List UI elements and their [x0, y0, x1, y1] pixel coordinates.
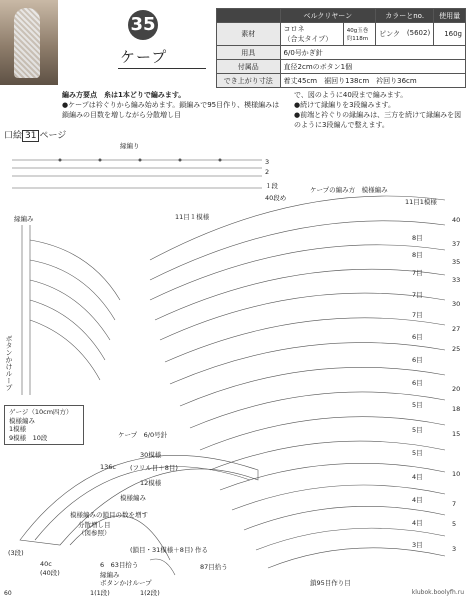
stitch-dot — [59, 159, 62, 162]
gauge-box — [4, 405, 84, 445]
color-number: (5602) — [406, 29, 431, 37]
row-arc — [150, 245, 445, 300]
row-number: 7 — [452, 500, 457, 508]
marker: 11目1模様 — [405, 198, 437, 206]
row-arc — [165, 318, 445, 362]
row-number: 40 — [452, 216, 461, 224]
row-number: 35 — [452, 258, 461, 266]
diagram-inner: 136c — [100, 463, 116, 471]
gauge-line: 9模様 10段 — [9, 433, 48, 442]
marker: 5目 — [412, 426, 423, 434]
label-rows-3: 3 — [265, 158, 270, 166]
row-arc — [210, 441, 445, 470]
diagram-c63: 6 63目拾う — [100, 561, 139, 569]
marker: 4目 — [412, 473, 423, 481]
instruction-line: ●前端と衿ぐりの縁編みは、三方を続けて縁編みを図のように3段編んで整えます。 — [294, 111, 462, 129]
row-number: 27 — [452, 325, 461, 333]
diagram-inc: (鎖目・31模様＋8目) 作る — [130, 546, 209, 554]
row-number: 15 — [452, 430, 461, 438]
diagram-title: ケープ 6/0号針 — [118, 431, 168, 439]
row-number: 33 — [452, 276, 461, 284]
yarn-amount: 160g — [434, 23, 466, 46]
label-cape-knit: ケープの編み方 模様編み — [310, 186, 388, 194]
row-number: 10 — [452, 470, 461, 478]
ref-prefix: 口絵 — [4, 131, 23, 141]
page-number: 60 — [4, 590, 12, 597]
pattern-title: ケープ — [120, 48, 168, 66]
edge-arc — [30, 240, 120, 300]
marker: 6目 — [412, 333, 423, 341]
diagram-note2: 分散増し目 — [78, 521, 111, 529]
row-arc — [150, 196, 445, 260]
marker: 7目 — [412, 269, 423, 277]
instruction-line: で、図のように40段まで編みます。 — [294, 91, 408, 99]
stitch-dot — [219, 159, 222, 162]
row-arc — [200, 417, 445, 450]
label-fuchi-2: 縁編み — [14, 215, 34, 223]
diagram-rows3: (3段) — [8, 549, 24, 557]
yarn-name: コロネ — [283, 25, 305, 33]
label-chain-start: 鎖95目作り目 — [310, 579, 351, 587]
row-arc — [150, 221, 445, 280]
diagram-loop: ボタンかけループ — [100, 579, 152, 587]
marker: 6目 — [412, 379, 423, 387]
stitch-dot — [179, 159, 182, 162]
marker: 7目 — [412, 311, 423, 319]
color-name: ピンク — [379, 30, 401, 38]
label-button-loop: ボタンかけループ — [5, 335, 13, 391]
marker: 3目 — [412, 541, 423, 549]
row-number: 30 — [452, 300, 461, 308]
diagram-fuchi: 縁編み — [100, 571, 120, 579]
spec-label: 用具 — [217, 46, 281, 60]
label-rows-2: 2 — [265, 168, 270, 176]
row-number: 20 — [452, 385, 461, 393]
marker: 5目 — [412, 449, 423, 457]
diagram-inner2: (フリル目＋8目) — [130, 464, 178, 472]
row-arc — [180, 367, 445, 406]
marker: 5目 — [412, 401, 423, 409]
edge-arc — [30, 320, 100, 380]
diagram-rows40d: (40段) — [40, 569, 60, 577]
spec-col-color: カラーとno. — [376, 9, 434, 23]
row-number: 5 — [452, 520, 457, 528]
marker: 4目 — [412, 496, 423, 504]
row-number: 25 — [452, 345, 461, 353]
ref-suffix: ページ — [39, 131, 67, 141]
stitch-dot — [99, 159, 102, 162]
row-number: 37 — [452, 240, 461, 248]
gauge-title: ゲージ（10cm四方） — [9, 408, 73, 416]
diagram-rows40c: 40c — [40, 560, 52, 568]
spec-value: 直径2cmのボタン1個 — [280, 60, 465, 74]
spec-value: 6/0号かぎ針 — [280, 46, 465, 60]
marker: 8目 — [412, 234, 423, 242]
instruction-line: ●ケープは衿ぐりから編み始めます。鎖編みで95目作り、模様編みは鎖編みの目数を増しながら分散増し目 — [62, 101, 280, 119]
instruction-line: 編み方要点 糸は1本どりで編みます。 — [62, 91, 186, 99]
diagram-c1: 1(1段) — [90, 589, 110, 597]
spec-label: 素材 — [217, 23, 281, 46]
pattern-number: 35 — [128, 10, 158, 40]
diagram-c87: 87目拾う — [200, 563, 228, 571]
diagram-body1: 模様編み — [120, 494, 146, 502]
ref-number: 31 — [22, 130, 39, 142]
spec-value: 着丈45cm 裾回り138cm 衿回り36cm — [280, 74, 465, 88]
edge-arc — [30, 260, 115, 320]
marker: 7目 — [412, 291, 423, 299]
edge-arc — [30, 300, 105, 360]
row-arc — [190, 392, 445, 428]
stitch-dot — [139, 159, 142, 162]
row-arc — [170, 343, 445, 384]
instruction-line: ●続けて縁編りを3段編みます。 — [294, 101, 396, 109]
spec-label: 付属品 — [217, 60, 281, 74]
diagram-c1b: 1(2段) — [140, 589, 160, 597]
spec-col-amount: 使用量 — [434, 9, 466, 23]
label-fuchi: 縁編り — [120, 142, 140, 150]
diagram-lower1: 12模様 — [140, 479, 162, 487]
marker: 6目 — [412, 356, 423, 364]
gauge-line: 1模様 — [9, 425, 27, 433]
diagram-top: 30模様 — [140, 451, 162, 459]
spec-col-yarn: ベルクリヤーン — [280, 9, 376, 23]
edge-arc — [30, 280, 110, 340]
diagram-note1: 模様編みの鎖目の数を増す — [70, 511, 148, 519]
diagram-note3: （図参照） — [78, 529, 111, 537]
gauge-line: 模様編み — [9, 416, 35, 425]
row-number: 18 — [452, 405, 461, 413]
label-row40: 40段め — [265, 194, 287, 202]
marker: 8目 — [412, 251, 423, 259]
label-rows-1: １段 — [265, 182, 278, 190]
cape-neck-edge — [150, 559, 175, 575]
site-watermark: klubok.boolyfh.ru — [411, 589, 464, 596]
row-arc — [268, 548, 445, 568]
marker: 4目 — [412, 519, 423, 527]
label-11-repeat: 11目１模様 — [175, 213, 210, 221]
row-number: 3 — [452, 545, 457, 553]
yarn-ball-note: 40g玉巻 約118m — [343, 23, 375, 46]
spec-label: でき上がり寸法 — [217, 74, 281, 88]
yarn-type: （合太タイプ） — [283, 35, 333, 43]
